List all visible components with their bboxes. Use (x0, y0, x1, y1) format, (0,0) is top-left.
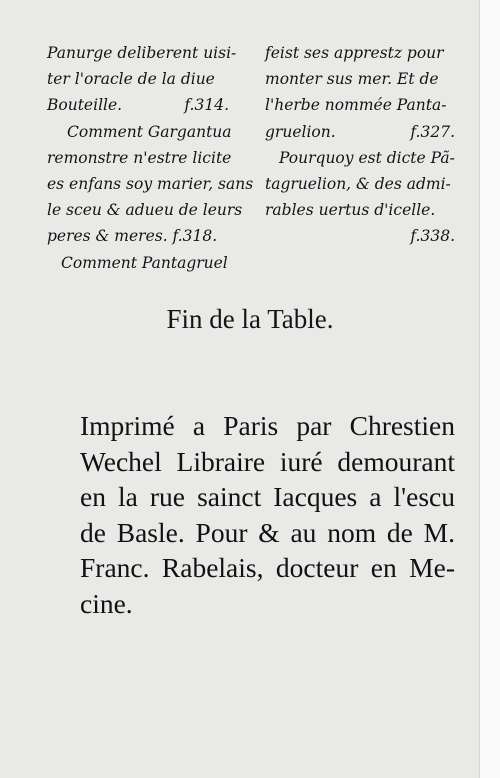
toc-line-with-folio (265, 119, 455, 145)
toc-line: le sceu & adueu de leurs (47, 201, 243, 220)
toc-line: feist ses apprestz pour (265, 44, 444, 62)
page-edge (479, 0, 500, 778)
colophon-line: en la rue sainct Iacques a l'escu (80, 481, 455, 512)
toc-entry-heading: Comment Pantagruel (61, 253, 228, 272)
toc-entry-heading: Comment Gargantua (67, 122, 232, 141)
toc-line: tagruelion, & des admi- (265, 174, 451, 193)
toc-entry-text: Bouteille. (47, 96, 123, 115)
toc-folio: f.327. (410, 122, 455, 141)
toc-column-right (265, 40, 455, 250)
colophon-line: de Basle. Pour & au nom de M. (80, 516, 455, 548)
colophon-line: cine. (80, 587, 133, 619)
colophon-line: Franc. Rabelais, docteur en Me- (80, 552, 455, 583)
toc-line: peres & meres. f.318. (47, 227, 218, 246)
colophon-line: Imprimé a Paris par Chrestien (80, 410, 455, 441)
toc-line: ter l'oracle de la diue (47, 70, 215, 89)
toc-entry-heading: Pourquoy est dicte Pã- (279, 148, 455, 167)
toc-line: l'herbe nommée Panta- (265, 96, 447, 115)
toc-entry-text: gruelion. (265, 122, 336, 141)
toc-line: Panurge deliberent uisi- (47, 44, 237, 62)
colophon-line: Wechel Libraire iuré demourant (80, 445, 455, 477)
toc-folio: f.338. (410, 227, 455, 246)
toc-line: remonstre n'estre licite (47, 148, 232, 167)
end-of-table-heading: Fin de la Table. (166, 304, 334, 334)
toc-line-with-folio (47, 92, 245, 118)
printer-colophon (80, 408, 455, 621)
toc-line: rables uertus d'icelle. (265, 201, 436, 220)
toc-column-left (47, 40, 254, 276)
toc-line: es enfans soy marier, sans (47, 174, 254, 193)
toc-folio: f.314. (184, 96, 229, 115)
toc-line: monter sus mer. Et de (265, 70, 439, 89)
